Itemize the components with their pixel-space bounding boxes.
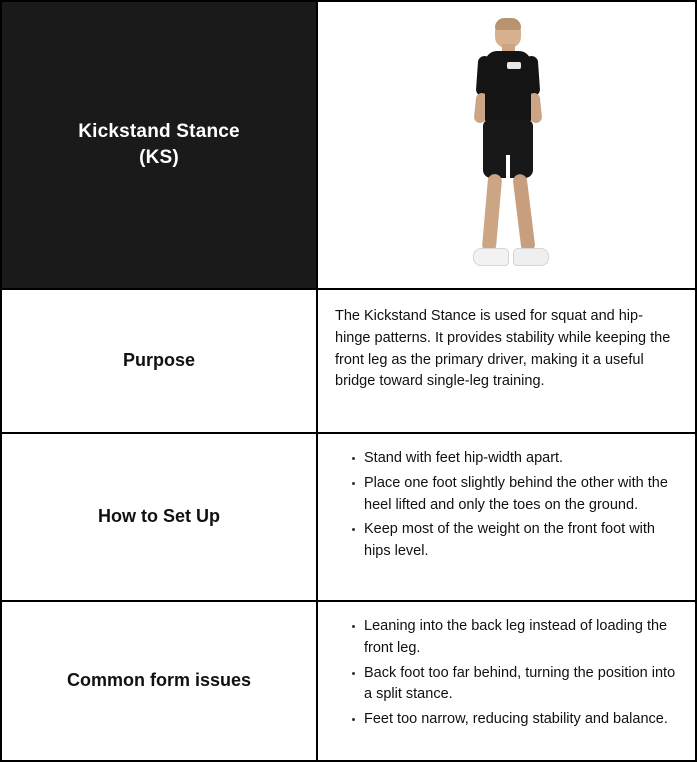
figure-shorts-split: [506, 155, 510, 178]
figure-front-leg: [481, 174, 502, 253]
figure-shirt-logo: [507, 62, 521, 69]
list-item: Keep most of the weight on the front foot with hips level.: [352, 519, 677, 563]
purpose-label-cell: [2, 290, 318, 432]
issues-label-cell: [2, 602, 318, 760]
issues-label: Common form issues: [66, 670, 252, 691]
figure-back-leg: [512, 173, 535, 252]
figure-hair: [495, 18, 521, 30]
issues-bullet-list: [318, 602, 695, 760]
issues-content-cell: [318, 602, 695, 760]
exercise-title-name: Kickstand Stance: [78, 121, 240, 143]
exercise-title-abbreviation: (KS): [139, 147, 179, 168]
setup-label-cell: [2, 434, 318, 600]
figure-back-shoe: [513, 248, 549, 266]
list-item: Back foot too far behind, turning the position into a split stance.: [352, 663, 677, 707]
purpose-label: Purpose: [122, 350, 196, 371]
setup-bullet-list: [318, 434, 695, 600]
purpose-content-cell: [318, 290, 695, 432]
list-item: Place one foot slightly behind the other with the heel lifted and only the toes on the ground.: [352, 473, 677, 517]
purpose-text: The Kickstand Stance is used for squat and hip-hinge patterns. It provides stability while keeping the front leg as the primary driver, making it a useful bridge toward single-leg training.: [335, 308, 671, 390]
list-item: Leaning into the back leg instead of loading the front leg.: [352, 616, 677, 660]
common-form-issues-row: [2, 602, 695, 760]
setup-content-cell: [318, 434, 695, 600]
exercise-image-cell: [318, 2, 695, 288]
purpose-row: [2, 290, 695, 434]
exercise-title: [78, 119, 240, 170]
list-item: Stand with feet hip-width apart.: [352, 448, 677, 470]
title-row: [2, 2, 695, 290]
figure-front-shoe: [473, 248, 509, 266]
setup-label: How to Set Up: [98, 506, 220, 527]
list-item: Feet too narrow, reducing stability and balance.: [352, 709, 677, 731]
kickstand-stance-figure: [447, 10, 567, 280]
setup-row: [2, 434, 695, 602]
title-cell: [2, 2, 318, 288]
